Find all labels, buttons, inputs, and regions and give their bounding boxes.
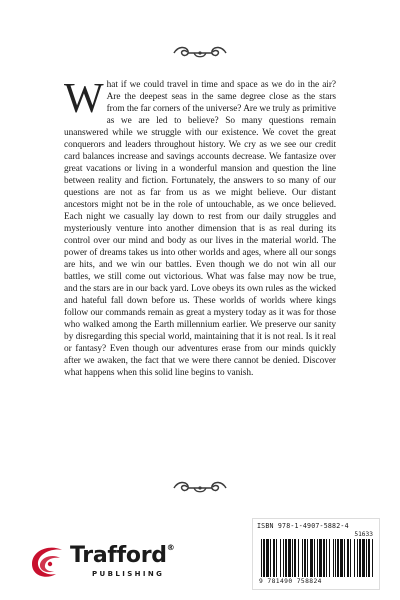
barcode-bar xyxy=(280,539,281,577)
barcode-bar xyxy=(333,539,334,577)
barcode-bar xyxy=(357,539,358,577)
barcode-bar xyxy=(335,539,336,577)
barcode-bar xyxy=(368,539,370,577)
barcode-bar xyxy=(294,539,296,577)
publisher-name: Trafford® xyxy=(70,543,175,568)
barcode-bar xyxy=(288,539,291,577)
barcode-bar xyxy=(314,539,315,577)
price-code: 51633 xyxy=(354,531,373,538)
barcode-bar xyxy=(359,539,361,577)
flourish-ornament-icon xyxy=(170,477,230,499)
isbn-label: ISBN 978-1-4907-5882-4 xyxy=(257,522,349,530)
barcode-bar xyxy=(270,539,271,577)
barcode-bar xyxy=(283,539,284,577)
trafford-swirl-logo-icon xyxy=(26,540,72,584)
publisher-tagline: PUBLISHING xyxy=(92,570,165,578)
barcode-bar xyxy=(304,539,306,577)
drop-cap: W xyxy=(64,76,104,122)
barcode-bar xyxy=(319,539,322,577)
barcode-bar xyxy=(261,539,262,577)
publisher-logo xyxy=(26,540,216,584)
barcode-bar xyxy=(310,539,313,577)
barcode-bar xyxy=(362,539,365,577)
barcode-bar xyxy=(340,539,343,577)
barcode-bar xyxy=(273,539,275,577)
barcode-bars xyxy=(259,539,375,577)
back-cover-blurb xyxy=(64,76,336,380)
flourish-ornament-icon xyxy=(170,42,230,64)
barcode-bar xyxy=(285,539,287,577)
barcode-bar xyxy=(292,539,293,577)
barcode-bar xyxy=(350,539,351,577)
isbn-barcode xyxy=(252,518,380,590)
barcode-bar xyxy=(298,539,299,577)
barcode-bar xyxy=(263,539,265,577)
barcode-bar xyxy=(317,539,318,577)
barcode-digits: 9 781490 758824 xyxy=(259,578,322,585)
barcode-bar xyxy=(337,539,339,577)
blurb-text: hat if we could travel in time and space as we do in the air? Are the deepest seas in the same degree close as the stars from the far corners of the universe? Are we truly as primitive as we are led to believe? So many questions remain unanswered while we struggle with our existence. We covet the great conquerors and leaders throughout history. We cry as we see our credit card balances increase and savings accounts decrease. We fantasize over great vacations or living in a wonderful mansion and question the line between reality and fiction. Fortunately, the answers to so many of our questions are not as far from us as we might believe. Our distant ancestors might not be in the role of untouchable, as we once believed. Each night we casually lay down to rest from our daily struggles and mysteriously venture into another dimension that is as real during its control over our mind and body as our lives in the material world. The power of dreams takes us into other worlds and ages, where all our songs are hits, and we win our battles. Even though we do not win all our battles, we still come out victorious. What was false may now be true, and the stars are in our back yard. Love obeys its own rules as the wicked and hateful fall down before us. These worlds of worlds where kings follow our commands remain as great a mystery today as it was for those who walked among the Earth millennium earlier. We preserve our sanity by disregarding this special world, maintaining that it is not real. Is it real or fantasy? Even though our adventures erase from our minds quickly after we awaken, the fact that we were there cannot be denied. Discover what happens when this solid line begins to vanish. xyxy=(64,80,336,378)
barcode-bar xyxy=(323,539,325,577)
barcode-bar xyxy=(354,539,355,577)
barcode-bar xyxy=(307,539,308,577)
barcode-bar xyxy=(276,539,277,577)
barcode-bar xyxy=(266,539,269,577)
barcode-bar xyxy=(302,539,303,577)
barcode-bar xyxy=(366,539,367,577)
barcode-bar xyxy=(372,539,373,577)
barcode-bar xyxy=(347,539,349,577)
barcode-bar xyxy=(344,539,345,577)
barcode-bar xyxy=(329,539,330,577)
barcode-bar xyxy=(326,539,327,577)
